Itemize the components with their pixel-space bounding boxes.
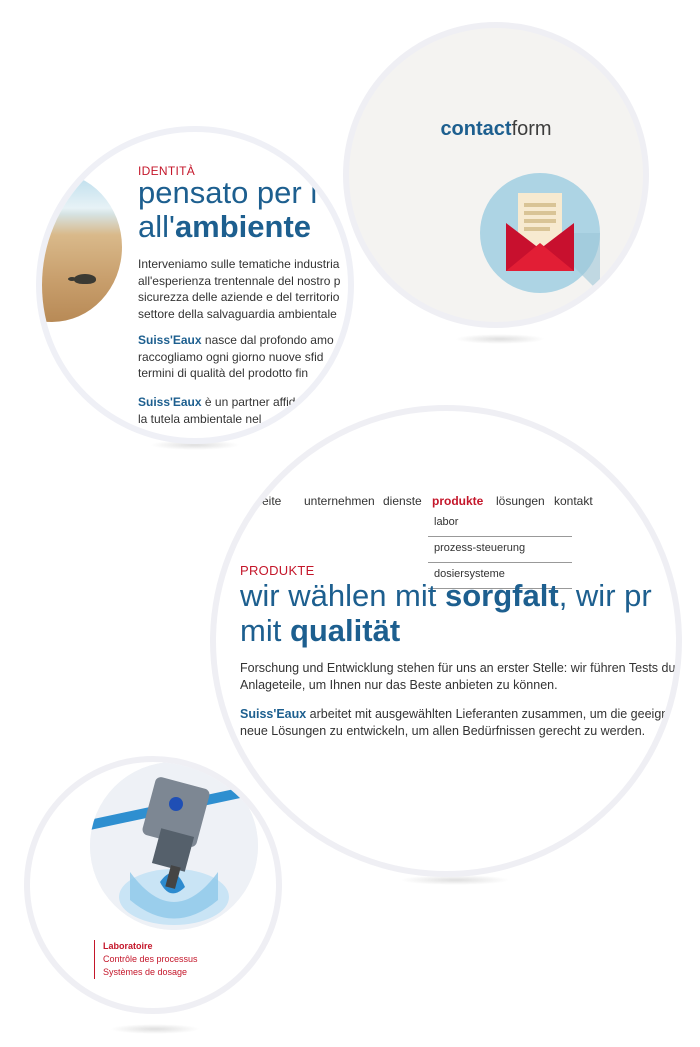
envelope-letter-icon[interactable] <box>480 173 600 293</box>
intro-paragraph <box>138 256 340 322</box>
text-line: Interveniamo sulle tematiche industria <box>138 257 340 271</box>
brand-name: Suiss'Eaux <box>138 333 202 347</box>
contactform-title <box>349 118 643 141</box>
text-line: neue Lösungen zu entwickeln, um allen Bedürfnissen gerecht zu werden. <box>240 724 646 738</box>
section-label: PRODUKTE <box>240 563 315 578</box>
text-line: sicurezza delle aziende e del territorio <box>138 290 340 304</box>
lab-links <box>94 940 198 979</box>
title-bold: qualität <box>289 613 401 648</box>
nav-item-loesungen[interactable]: lösungen <box>496 494 545 508</box>
partner-paragraph <box>138 394 295 427</box>
title-line-2 <box>138 210 317 244</box>
title-line-1: pensato per l <box>138 175 318 210</box>
text-span: è un partner affid <box>201 395 296 409</box>
link-laboratoire[interactable]: Laboratoire <box>103 941 153 951</box>
title-light: all' <box>138 209 175 244</box>
nav-item-unternehmen[interactable]: unternehmen <box>304 494 375 508</box>
shadow-circle-4 <box>110 1024 200 1034</box>
laboratoire-preview-circle <box>24 756 282 1014</box>
link-systemes-dosage[interactable]: Systèmes de dosage <box>103 967 188 977</box>
nav-item-produkte[interactable]: produkte <box>432 494 484 508</box>
dropdown-item-prozess-steuerung[interactable]: prozess-steuerung <box>428 537 572 563</box>
research-paragraph <box>240 660 675 694</box>
brand-name: Suiss'Eaux <box>240 707 307 721</box>
text-line: settore della salvaguardia ambientale <box>138 306 337 321</box>
text-line: Forschung und Entwicklung stehen für uns an erster Stelle: wir führen Tests du <box>240 661 676 675</box>
title-light: form <box>511 118 552 140</box>
lab-probe-image <box>90 762 258 930</box>
lab-probe-illustration <box>90 762 258 930</box>
section-title <box>240 578 652 648</box>
title-bold: ambiente <box>174 209 312 244</box>
nav-item-startseite[interactable]: artseite <box>242 494 282 508</box>
dropdown-item-dosiersysteme[interactable]: dosiersysteme <box>428 563 572 589</box>
title-light: wir wählen mit <box>240 578 445 613</box>
identita-preview-circle <box>36 126 354 444</box>
title-line-1 <box>240 578 652 613</box>
brand-name: Suiss'Eaux <box>138 395 202 409</box>
text-line: all'esperienza trentennale del nostro p <box>138 273 341 288</box>
link-controle-processus[interactable]: Contrôle des processus <box>103 954 198 964</box>
dropdown-item-labor[interactable]: labor <box>428 511 572 537</box>
title-light: mit <box>240 613 290 648</box>
text-line: termini di qualità del prodotto fin <box>138 366 309 380</box>
supplier-paragraph <box>240 706 668 740</box>
title-line-2 <box>240 613 652 648</box>
turtle-shape <box>74 274 96 284</box>
text-line <box>240 706 668 723</box>
shadow-circle-2 <box>455 334 545 344</box>
text-line: Anlageteile, um Ihnen nur das Beste anbieten zu können. <box>240 678 558 692</box>
title-light: , wir pr <box>558 578 652 613</box>
text-span: nasce dal profondo amo <box>201 333 334 347</box>
nav-item-dienste[interactable]: dienste <box>383 494 422 508</box>
text-line: la tutela ambientale nel <box>138 411 262 426</box>
contactform-preview-circle[interactable] <box>343 22 649 328</box>
brand-paragraph <box>138 332 334 382</box>
produkte-preview-circle <box>210 405 682 877</box>
section-label: IDENTITÀ <box>138 164 196 178</box>
text-span: arbeitet mit ausgewählten Lieferanten zusammen, um die geeign <box>306 707 669 721</box>
beach-turtle-photo <box>36 172 122 322</box>
title-bold: sorgfalt <box>445 578 559 613</box>
text-line <box>138 394 295 411</box>
text-line: raccogliamo ogni giorno nuove sfid <box>138 349 324 364</box>
nav-item-kontakt[interactable]: kontakt <box>554 494 593 508</box>
title-bold: contact <box>440 118 512 140</box>
text-line <box>138 332 334 349</box>
section-title <box>138 176 317 244</box>
